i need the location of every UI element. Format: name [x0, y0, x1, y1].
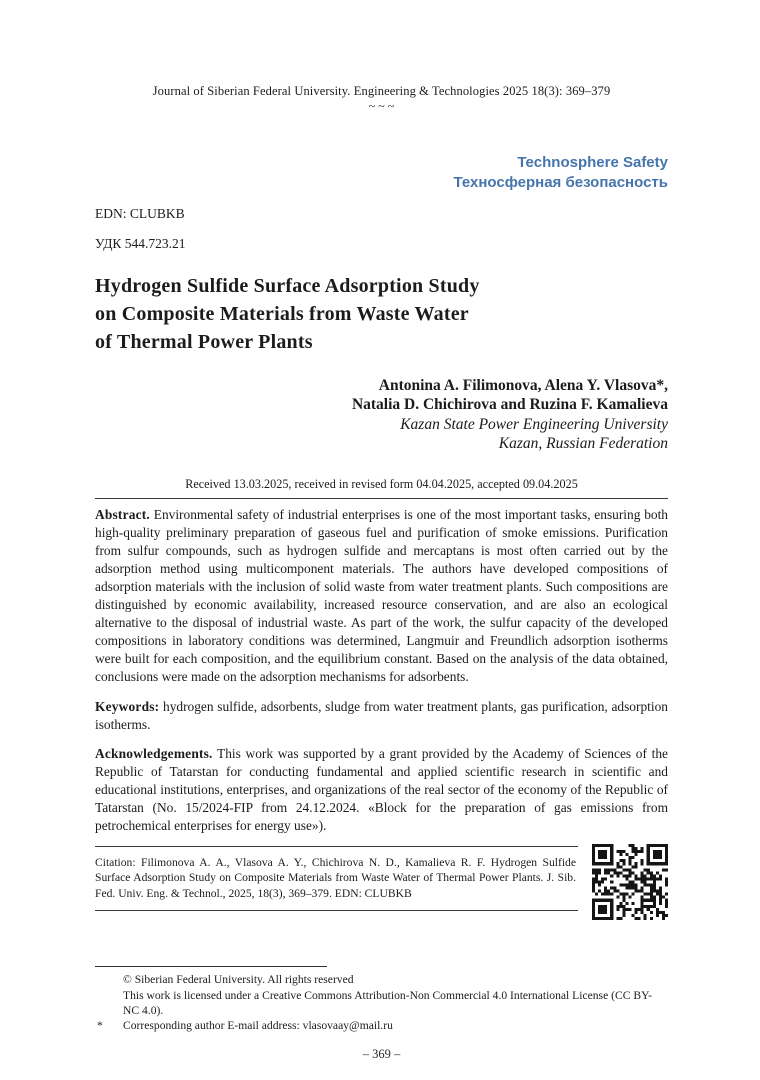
corresponding-author-text: Corresponding author E-mail address: vlasovaay@mail.ru	[123, 1019, 393, 1033]
citation-box	[95, 846, 578, 911]
keywords-text: hydrogen sulfide, adsorbents, sludge from water treatment plants, gas purification, adsorption isotherms.	[95, 698, 668, 732]
abstract-label: Abstract.	[95, 506, 150, 522]
received-dates: Received 13.03.2025, received in revised form 04.04.2025, accepted 09.04.2025	[185, 476, 578, 491]
section-heading-en: Technosphere Safety	[517, 154, 668, 171]
authors-line: Natalia D. Chichirova and Ruzina F. Kamalieva	[351, 396, 668, 414]
section-heading	[95, 153, 668, 193]
acknowledgements-text: This work was supported by a grant provided by the Academy of Sciences of the Republic of Tatarstan for conducting fundamental and applied scientific research in scientific and educational institutions, enterprises, and organizations of the real sector of the economy of the Republic of Tatarstan (No. 15/2024-FIP from 24.12.2024. «Block for the preparation of gas emissions from petrochemical enterprises for energy use»).	[95, 745, 668, 834]
copyright-line: © Siberian Federal University. All rights reserved	[123, 973, 354, 987]
footnote-rule	[95, 966, 327, 967]
authors-line: Antonina A. Filimonova, Alena Y. Vlasova*,	[378, 376, 668, 394]
journal-header: Journal of Siberian Federal University. Engineering & Technologies 2025 18(3): 369–379	[152, 84, 611, 98]
acknowledgements-paragraph	[95, 745, 668, 835]
corresponding-author-line	[97, 1018, 668, 1033]
abstract-top-rule	[95, 498, 668, 499]
udk-code: УДК 544.723.21	[95, 235, 186, 251]
title-line: of Thermal Power Plants	[95, 330, 313, 353]
keywords-paragraph	[95, 698, 668, 734]
license-line: This work is licensed under a Creative Commons Attribution-Non Commercial 4.0 International License (CC BY-NC 4.0).	[123, 988, 653, 1017]
citation-row	[95, 846, 668, 920]
running-head	[95, 84, 668, 113]
title-line: Hydrogen Sulfide Surface Adsorption Study	[95, 274, 480, 297]
qr-code	[592, 844, 668, 920]
tilde-separator: ~ ~ ~	[368, 99, 395, 113]
affiliation-location: Kazan, Russian Federation	[498, 435, 668, 453]
abstract-text: Environmental safety of industrial enterprises is one of the most important tasks, ensuring both high-quality preliminary preparation of gaseous fuel and purification of smoke emissions. Purification from sulfur compounds, such as hydrogen sulfide and mercaptans is most often carried out by the adsorption method using multicomponent materials. The authors have developed compositions of adsorption materials with the inclusion of solid waste from water treatment plants. Such compositions are distinguished by economic availability, increased resource conservation, and are also an ecological alternative to the disposal of industrial waste. As part of the work, the sulfur capacity of the developed compositions in laboratory conditions was determined, Langmuir and Freundlich adsorption isotherms were built for each composition, and the equilibrium constant. Based on the analysis of the data obtained, conclusions were made on the adsorption mechanisms for adsorbents.	[95, 506, 668, 685]
abstract-paragraph	[95, 506, 668, 687]
citation-text: Filimonova A. A., Vlasova A. Y., Chichirova N. D., Kamalieva R. F. Hydrogen Sulfide Surface Adsorption Study on Composite Materials from Waste Water of Thermal Power Plants. J. Sib. Fed. Univ. Eng. & Technol., 2025, 18(3), 369–379. EDN: CLUBKB	[95, 856, 576, 900]
acknowledgements-label: Acknowledgements.	[95, 745, 213, 761]
edn-code: EDN: CLUBKB	[95, 205, 185, 221]
section-heading-ru: Техносферная безопасность	[453, 173, 668, 191]
footnotes-block	[95, 966, 668, 1034]
authors-block	[95, 376, 668, 454]
page-number: – 369 –	[362, 1046, 401, 1061]
affiliation: Kazan State Power Engineering University	[400, 415, 668, 433]
article-title	[95, 272, 668, 356]
title-line: on Composite Materials from Waste Water	[95, 302, 469, 325]
identifier-block	[95, 206, 668, 252]
keywords-label: Keywords:	[95, 698, 160, 714]
footnote-asterisk: *	[97, 1019, 103, 1033]
citation-label: Citation:	[95, 856, 136, 870]
